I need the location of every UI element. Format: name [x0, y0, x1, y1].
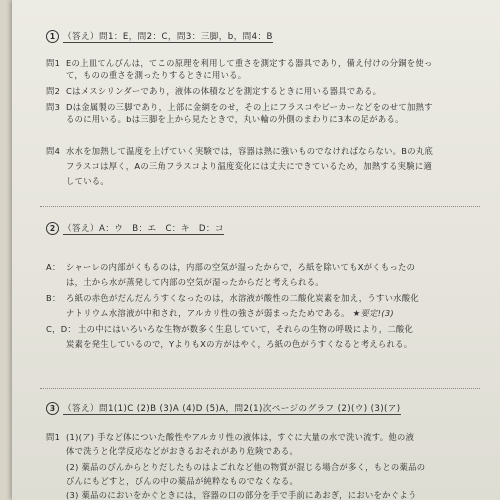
s2-a-line1: A： シャーレの内部がくもるのは，内部の空気が湿ったからで，ろ紙を除いてもXがくもったの: [46, 262, 416, 272]
section-1-header: [46, 30, 273, 43]
section-3-answer: （答え）問1(1)C (2)B (3)A (4)D (5)A，問2(1)次ページのグラフ (2)(ウ) (3)(ア): [63, 404, 401, 414]
section-3-number: 3: [46, 402, 59, 415]
s3-q1-2-line1: (2) 薬品のびんからとりだしたものはよごれなど他の物質が混じる場合が多く，もとの薬品の: [66, 462, 426, 472]
s1-q4-line1: 問4 水水を加熱して温度を上げていく実験では，容器は熱に強いものでなければならない。Bの丸底: [46, 146, 434, 156]
s3-q1-3-line1: (3) 薬品のにおいをかぐときには，容器の口の部分を手で手前にあおぎ，においをかぐよう: [66, 490, 417, 500]
s2-a-line2: は，土から水が蒸発して内部の空気が湿ったからだと考えられる。: [66, 277, 324, 287]
s2-cd-line2: 炭素を発生しているので，YよりもXの方がはやく，ろ紙の色がうすくなると考えられる。: [66, 339, 413, 349]
s2-cd-line1: C，D： 土の中にはいろいろな生物が数多く生息していて，それらの生物の呼吸により，二酸化: [46, 324, 414, 334]
s2-b-line2: ナトリウム水溶液が中和され，アルカリ性の強さが弱まったためである。 ★要定!(3): [66, 308, 394, 318]
section-2-number: 2: [46, 222, 59, 235]
handwritten-note: ★要定!(3): [352, 308, 394, 318]
section-1-answer: （答え）問1：E，問2：C，問3：三脚，b，問4：B: [63, 32, 273, 42]
s1-q1-line2: て，ものの重さを測ったりするときに用いる。: [66, 70, 247, 80]
s3-q1-1-line1: 問1 (1)(ア) 手など体についた酸性やアルカリ性の液体は，すぐに大量の水で洗い流す。他の液: [46, 432, 415, 442]
s1-q4-line3: している。: [66, 176, 109, 186]
section-1-number: 1: [46, 30, 59, 43]
s1-q3-line2: るのに用いる。bは三脚を上から見たときで，丸い輪の外側のまわりに3本の足がある。: [66, 114, 404, 124]
section-2-answer: （答え）A：ウ B：エ C：キ D：コ: [63, 224, 224, 234]
s1-q1-line1: 問1 Eの上皿てんびんは，てこの原理を利用して重さを測定する器具であり，備え付けの分銅を使っ: [46, 58, 433, 68]
section-2-header: [46, 222, 224, 235]
s1-q3-line1: 問3 Dは金属製の三脚であり，上部に金網をのせ，その上にフラスコやビーカーなどをのせて加熱す: [46, 102, 433, 112]
s3-q1-1-line2: 体で洗うと化学反応などがおきるおそれがあり危険である。: [66, 446, 299, 456]
answer-sheet-page: [12, 0, 500, 500]
s1-q4-line2: フラスコは厚く，Aの三角フラスコより温度変化には丈夫にできているため，加熱する実験に適: [66, 161, 433, 171]
divider-2: [40, 388, 480, 389]
s2-b-line1: B： ろ紙の赤色がだんだんうすくなったのは，水溶液が酸性の二酸化炭素を加え，うすい水酸化: [46, 293, 419, 303]
divider-1: [40, 206, 480, 207]
s3-q1-2-line2: びんにもどすと，びんの中の薬品が純粋なものでなくなる。: [66, 476, 299, 486]
section-3-header: [46, 402, 401, 415]
s1-q2-line1: 問2 Cはメスシリンダーであり，液体の体積などを測定するときに用いる器具である。: [46, 86, 382, 96]
